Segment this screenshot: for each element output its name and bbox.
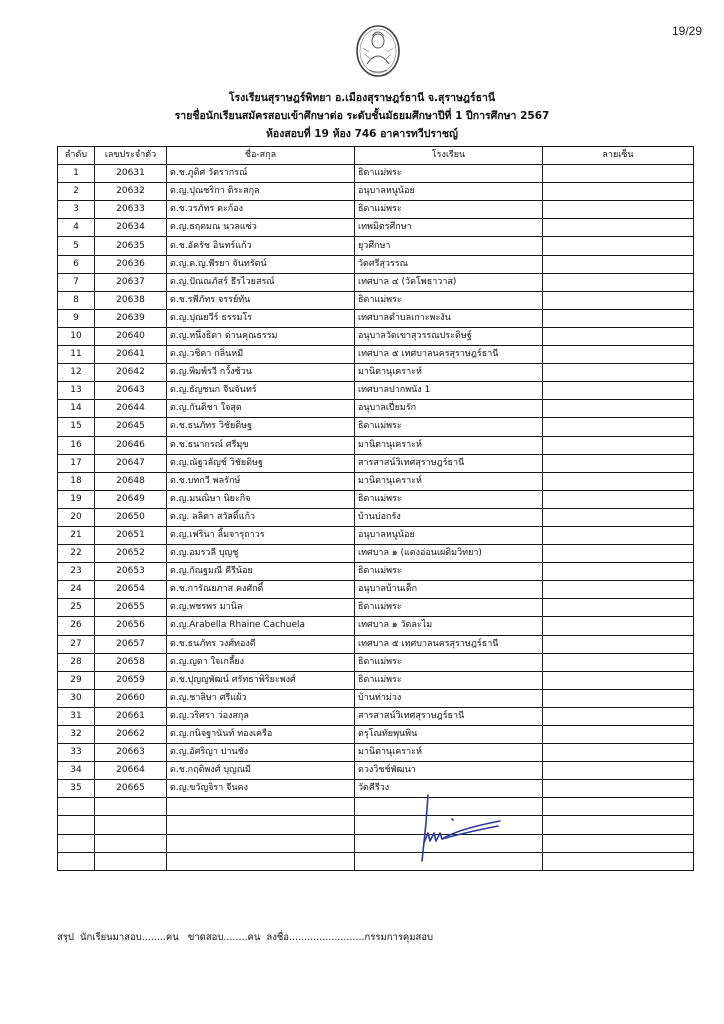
student-name-cell: ด.ญ.ขวัญจิรา จีนคง [167, 780, 355, 798]
table-row [58, 526, 694, 544]
signature-cell [543, 237, 694, 255]
order-cell: 13 [58, 382, 95, 400]
empty-cell [355, 834, 543, 852]
order-cell: 11 [58, 346, 95, 364]
table-row [58, 309, 694, 327]
column-header-school: โรงเรียน [355, 147, 543, 165]
school-cell: บ้านบ่อกรัง [355, 508, 543, 526]
student-name-cell: ด.ญ.ด.ญ.พีรยา จันทรัตน์ [167, 255, 355, 273]
order-cell: 17 [58, 454, 95, 472]
student-id-cell: 20654 [95, 581, 167, 599]
signature-cell [543, 364, 694, 382]
school-cell: สารสาสน์วิเทศสุราษฎร์ธานี [355, 454, 543, 472]
empty-cell [58, 816, 95, 834]
student-name-cell: ด.ญ.พิมพ์รวี กวั้งซ้วน [167, 364, 355, 382]
table-row [58, 255, 694, 273]
school-emblem-icon [355, 24, 401, 78]
student-name-cell: ด.ช.ภูดิศ วัตรากรณ์ [167, 165, 355, 183]
signature-cell [543, 689, 694, 707]
school-title: โรงเรียนสุราษฎร์พิทยา อ.เมืองสุราษฎร์ธานี จ.สุราษฎร์ธานี [228, 92, 496, 104]
student-id-cell: 20656 [95, 617, 167, 635]
student-name-cell: ด.ช.บทกวี พลรักษ์ [167, 472, 355, 490]
school-cell: เทศบาล ๑ (แดงอ่อนเผดิมวิทยา) [355, 545, 543, 563]
empty-table-row [58, 852, 694, 870]
signature-cell [543, 762, 694, 780]
table-header-row [58, 147, 694, 165]
table-row [58, 508, 694, 526]
signature-cell [543, 291, 694, 309]
empty-cell [58, 852, 95, 870]
student-name-cell: ด.ช.วรภัทร ตะก้อง [167, 201, 355, 219]
school-cell: มานิตานุเคราะห์ [355, 436, 543, 454]
table-row [58, 762, 694, 780]
student-id-cell: 20653 [95, 563, 167, 581]
school-cell: อนุบาลเปี่ยมรัก [355, 400, 543, 418]
order-cell: 30 [58, 689, 95, 707]
student-name-cell: ด.ช.การัณยภาส คงศักดิ์ [167, 581, 355, 599]
table-row [58, 183, 694, 201]
student-name-cell: ด.ญ.อัศริญา ปานชัง [167, 744, 355, 762]
column-header-order: ลำดับ [58, 147, 95, 165]
school-cell: เทศบาล ๑ วัดละไม [355, 617, 543, 635]
order-cell: 23 [58, 563, 95, 581]
table-row [58, 581, 694, 599]
school-cell: ธิดาแม่พระ [355, 418, 543, 436]
school-cell: เทศบาล ๕ เทศบาลนครสุราษฎร์ธานี [355, 635, 543, 653]
order-cell: 26 [58, 617, 95, 635]
school-cell: อนุบาลหนูน้อย [355, 526, 543, 544]
student-name-cell: ด.ญ.พชรพร มานิล [167, 599, 355, 617]
order-cell: 5 [58, 237, 95, 255]
empty-cell [543, 798, 694, 816]
school-cell: มานิตานุเคราะห์ [355, 744, 543, 762]
student-name-cell: ด.ช.อัครัช อินทร์แก้ว [167, 237, 355, 255]
student-name-cell: ด.ญ.ธัญชนก จีนจันทร์ [167, 382, 355, 400]
student-name-cell: ด.ญ.อมรวลี บุญชู [167, 545, 355, 563]
order-cell: 14 [58, 400, 95, 418]
table-row [58, 744, 694, 762]
table-row [58, 472, 694, 490]
table-row [58, 346, 694, 364]
table-row [58, 201, 694, 219]
order-cell: 24 [58, 581, 95, 599]
signature-cell [543, 183, 694, 201]
student-name-cell: ด.ญ.วชิดา กลิ่นหมี [167, 346, 355, 364]
student-id-cell: 20665 [95, 780, 167, 798]
table-row [58, 382, 694, 400]
order-cell: 12 [58, 364, 95, 382]
order-cell: 7 [58, 273, 95, 291]
signature-cell [543, 490, 694, 508]
student-id-cell: 20647 [95, 454, 167, 472]
table-row [58, 219, 694, 237]
signature-cell [543, 346, 694, 364]
student-id-cell: 20631 [95, 165, 167, 183]
empty-cell [167, 798, 355, 816]
empty-cell [167, 816, 355, 834]
student-roster-table [57, 146, 694, 871]
table-row [58, 273, 694, 291]
school-cell: เทศบาล ๔ (วัดโพธาวาส) [355, 273, 543, 291]
school-cell: เทศบาลตำบลเกาะพะงัน [355, 309, 543, 327]
student-name-cell: ด.ญ.ชาลิษา ศรีแผ้ว [167, 689, 355, 707]
signature-cell [543, 309, 694, 327]
table-row [58, 436, 694, 454]
student-name-cell: ด.ญ.ญดา ใจเกลี้ยง [167, 653, 355, 671]
school-cell: ธิดาแม่พระ [355, 671, 543, 689]
order-cell: 29 [58, 671, 95, 689]
order-cell: 21 [58, 526, 95, 544]
student-name-cell: ด.ญ.หนึ่งธิดา ด่านคุณธรรม [167, 327, 355, 345]
document-header [0, 89, 724, 143]
student-id-cell: 20646 [95, 436, 167, 454]
signature-cell [543, 563, 694, 581]
order-cell: 10 [58, 327, 95, 345]
student-name-cell: ด.ญ.เฟรินา ลิ้มจารุถาวร [167, 526, 355, 544]
table-row [58, 671, 694, 689]
empty-cell [58, 834, 95, 852]
student-name-cell: ด.ช.ธนภัทร วงศ์ทองดี [167, 635, 355, 653]
signature-cell [543, 617, 694, 635]
empty-cell [95, 798, 167, 816]
student-name-cell: ด.ช.ธนภัทร วิชัยดิษฐ [167, 418, 355, 436]
school-cell: ยุวศึกษา [355, 237, 543, 255]
student-id-cell: 20664 [95, 762, 167, 780]
order-cell: 33 [58, 744, 95, 762]
student-id-cell: 20636 [95, 255, 167, 273]
student-id-cell: 20645 [95, 418, 167, 436]
signature-cell [543, 382, 694, 400]
school-cell: ดวงวิชช์พัฒนา [355, 762, 543, 780]
table-row [58, 418, 694, 436]
table-row [58, 635, 694, 653]
school-cell: ดรุโณทัยพุนพิน [355, 726, 543, 744]
student-name-cell: ด.ช.รพีภัทร จรรย์ทัน [167, 291, 355, 309]
school-cell: ธิดาแม่พระ [355, 165, 543, 183]
empty-table-row [58, 816, 694, 834]
signature-cell [543, 526, 694, 544]
order-cell: 19 [58, 490, 95, 508]
empty-table-row [58, 834, 694, 852]
order-cell: 25 [58, 599, 95, 617]
empty-cell [167, 852, 355, 870]
empty-cell [355, 816, 543, 834]
table-row [58, 327, 694, 345]
table-row [58, 490, 694, 508]
column-header-signature: ลายเซ็น [543, 147, 694, 165]
student-id-cell: 20641 [95, 346, 167, 364]
signature-cell [543, 436, 694, 454]
empty-cell [58, 798, 95, 816]
student-name-cell: ด.ช.ธนากรณ์ ศรีมุข [167, 436, 355, 454]
signature-cell [543, 400, 694, 418]
signature-cell [543, 327, 694, 345]
student-name-cell: ด.ญ.วริศรา ว่องสกุล [167, 707, 355, 725]
signature-cell [543, 780, 694, 798]
student-name-cell: ด.ญ.กนิจฐานันท์ ทองเครือ [167, 726, 355, 744]
signature-cell [543, 707, 694, 725]
signature-cell [543, 201, 694, 219]
student-id-cell: 20659 [95, 671, 167, 689]
student-id-cell: 20635 [95, 237, 167, 255]
signature-cell [543, 599, 694, 617]
student-name-cell: ด.ญ.ธฤตมณ นวลแซ่ว [167, 219, 355, 237]
school-cell: วัดศรีสุวรรณ [355, 255, 543, 273]
student-id-cell: 20649 [95, 490, 167, 508]
order-cell: 2 [58, 183, 95, 201]
school-cell: อนุบาลบ้านเด็ก [355, 581, 543, 599]
student-name-cell: ด.ญ.ปุณยวีร์ ธรรมโร [167, 309, 355, 327]
column-header-name: ชื่อ-สกุล [167, 147, 355, 165]
student-id-cell: 20640 [95, 327, 167, 345]
signature-cell [543, 671, 694, 689]
school-cell: ธิดาแม่พระ [355, 490, 543, 508]
signature-cell [543, 472, 694, 490]
order-cell: 28 [58, 653, 95, 671]
student-id-cell: 20655 [95, 599, 167, 617]
signature-cell [543, 726, 694, 744]
order-cell: 15 [58, 418, 95, 436]
page-number: 19/29 [671, 24, 702, 38]
student-id-cell: 20633 [95, 201, 167, 219]
student-id-cell: 20637 [95, 273, 167, 291]
empty-cell [95, 852, 167, 870]
student-id-cell: 20651 [95, 526, 167, 544]
signature-cell [543, 165, 694, 183]
empty-cell [543, 852, 694, 870]
order-cell: 20 [58, 508, 95, 526]
student-name-cell: ด.ช.ปุญญพัฒน์ ศรัทธาพิริยะพงศ์ [167, 671, 355, 689]
signature-cell [543, 454, 694, 472]
student-id-cell: 20650 [95, 508, 167, 526]
table-row [58, 545, 694, 563]
student-id-cell: 20660 [95, 689, 167, 707]
table-body [58, 165, 694, 871]
school-cell: ธิดาแม่พระ [355, 563, 543, 581]
school-cell: บ้านท่าม่วง [355, 689, 543, 707]
student-id-cell: 20652 [95, 545, 167, 563]
student-name-cell: ด.ญ.กัณฐมณี คีรีน้อย [167, 563, 355, 581]
empty-cell [543, 834, 694, 852]
order-cell: 34 [58, 762, 95, 780]
school-cell: มานิตานุเคราะห์ [355, 472, 543, 490]
table-row [58, 563, 694, 581]
signature-cell [543, 635, 694, 653]
empty-table-row [58, 798, 694, 816]
order-cell: 8 [58, 291, 95, 309]
school-cell: วัดคีรีวง [355, 780, 543, 798]
school-cell: เทศบาลปากพนัง 1 [355, 382, 543, 400]
empty-cell [167, 834, 355, 852]
student-name-cell: ด.ญ.มนณิษา นิยะกิจ [167, 490, 355, 508]
signature-cell [543, 418, 694, 436]
signature-cell [543, 581, 694, 599]
empty-cell [355, 852, 543, 870]
school-cell: ธิดาแม่พระ [355, 291, 543, 309]
table-row [58, 454, 694, 472]
signature-cell [543, 273, 694, 291]
signature-cell [543, 508, 694, 526]
list-title: รายชื่อนักเรียนสมัครสอบเข้าศึกษาต่อ ระดับชั้นมัธยมศึกษาปีที่ 1 ปีการศึกษา 2567 [174, 110, 550, 122]
order-cell: 16 [58, 436, 95, 454]
empty-cell [355, 798, 543, 816]
empty-cell [95, 816, 167, 834]
table-row [58, 237, 694, 255]
order-cell: 27 [58, 635, 95, 653]
student-name-cell: ด.ญ.กันติชา ใจสุด [167, 400, 355, 418]
table-row [58, 689, 694, 707]
table-row [58, 400, 694, 418]
student-name-cell: ด.ช.กฤติพงศ์ บุญณมี [167, 762, 355, 780]
student-id-cell: 20638 [95, 291, 167, 309]
table-row [58, 165, 694, 183]
school-cell: ธิดาแม่พระ [355, 599, 543, 617]
order-cell: 1 [58, 165, 95, 183]
signature-cell [543, 653, 694, 671]
signature-cell [543, 744, 694, 762]
student-id-cell: 20632 [95, 183, 167, 201]
school-cell: อนุบาลวัดเขาสุวรรณประดิษฐ์ [355, 327, 543, 345]
student-name-cell: ด.ญ.ปัณณภัสร์ ธีรไวยสรณ์ [167, 273, 355, 291]
student-name-cell: ด.ญ.Arabella Rhaine Cachuela [167, 617, 355, 635]
school-cell: มานิตานุเคราะห์ [355, 364, 543, 382]
student-name-cell: ด.ญ. ลลิตา สวัสดิ์แก้ว [167, 508, 355, 526]
table-row [58, 780, 694, 798]
student-id-cell: 20648 [95, 472, 167, 490]
student-name-cell: ด.ญ.ณัฐวลัญช์ วิชัยดิษฐ [167, 454, 355, 472]
table-row [58, 599, 694, 617]
order-cell: 35 [58, 780, 95, 798]
signature-cell [543, 255, 694, 273]
order-cell: 4 [58, 219, 95, 237]
student-id-cell: 20658 [95, 653, 167, 671]
exam-room-title: ห้องสอบที่ 19 ห้อง 746 อาคารทวีปราชญ์ [265, 128, 458, 140]
order-cell: 6 [58, 255, 95, 273]
order-cell: 31 [58, 707, 95, 725]
school-cell: สารสาสน์วิเทศสุราษฎร์ธานี [355, 707, 543, 725]
school-cell: เทพมิตรศึกษา [355, 219, 543, 237]
school-cell: ธิดาแม่พระ [355, 201, 543, 219]
order-cell: 32 [58, 726, 95, 744]
student-id-cell: 20644 [95, 400, 167, 418]
table-row [58, 291, 694, 309]
order-cell: 3 [58, 201, 95, 219]
student-id-cell: 20639 [95, 309, 167, 327]
student-id-cell: 20663 [95, 744, 167, 762]
table-row [58, 617, 694, 635]
signature-cell [543, 545, 694, 563]
school-cell: อนุบาลหนูน้อย [355, 183, 543, 201]
order-cell: 9 [58, 309, 95, 327]
table-row [58, 707, 694, 725]
student-id-cell: 20661 [95, 707, 167, 725]
order-cell: 22 [58, 545, 95, 563]
school-cell: เทศบาล ๕ เทศบาลนครสุราษฎร์ธานี [355, 346, 543, 364]
student-id-cell: 20634 [95, 219, 167, 237]
column-header-id: เลขประจำตัว [95, 147, 167, 165]
empty-cell [543, 816, 694, 834]
table-row [58, 364, 694, 382]
exam-summary-footer: สรุป นักเรียนมาสอบ........คน ขาดสอบ........คน ลงชื่อ.........................กรรมการคุมสอบ [57, 932, 434, 943]
table-row [58, 726, 694, 744]
empty-cell [95, 834, 167, 852]
student-id-cell: 20657 [95, 635, 167, 653]
school-cell: ธิดาแม่พระ [355, 653, 543, 671]
student-id-cell: 20662 [95, 726, 167, 744]
student-id-cell: 20642 [95, 364, 167, 382]
student-name-cell: ด.ญ.ปุณชริกา ติระสกุล [167, 183, 355, 201]
signature-cell [543, 219, 694, 237]
table-row [58, 653, 694, 671]
order-cell: 18 [58, 472, 95, 490]
student-id-cell: 20643 [95, 382, 167, 400]
